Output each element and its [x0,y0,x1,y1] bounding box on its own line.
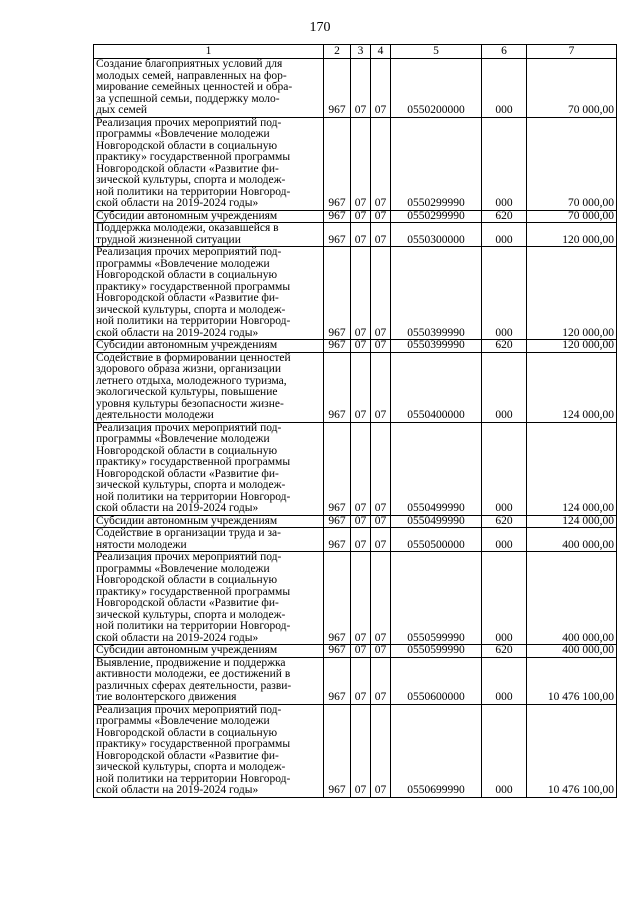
row-name-cell [94,422,324,515]
expense-type-cell: 000 [482,528,527,552]
expense-type-cell: 620 [482,210,527,223]
section-code-cell: 07 [351,657,371,704]
expense-type-cell: 000 [482,59,527,118]
row-name-line: программы «Вовлечение молодежи [96,257,270,270]
row-name-line: экологической культуры, повышение [96,386,278,398]
row-name-line: зической культуры, спорта и молодеж- [96,761,286,773]
row-name-line: трудной жизненной ситуации [96,233,241,246]
column-header: 7 [527,45,617,59]
column-header: 2 [324,45,351,59]
section-code-cell: 07 [351,210,371,223]
row-name-cell [94,352,324,422]
row-name-line: Создание благоприятных условий для [96,58,283,70]
row-name-line: практику» государственной программы [96,151,291,163]
row-name-line: ской области на 2019-2024 годы» [96,502,259,514]
row-name-line: программы «Вовлечение молодежи [96,562,270,575]
row-name-line: программы «Вовлечение молодежи [96,128,270,140]
row-name-line: Реализация прочих мероприятий под- [96,116,282,129]
target-article-cell: 0550599990 [391,645,482,658]
row-name-line: мирование семейных ценностей и обра- [96,81,293,93]
admin-code-cell: 967 [324,704,351,797]
expense-type-cell: 620 [482,645,527,658]
row-name-line: ской области на 2019-2024 годы» [96,631,259,644]
section-code-cell: 07 [351,247,371,340]
section-code-cell: 07 [351,223,371,247]
subsection-code-cell: 07 [371,223,391,247]
subsection-code-cell: 07 [371,704,391,797]
admin-code-cell: 967 [324,59,351,118]
column-header: 1 [94,45,324,59]
row-name-line: уровня культуры безопасности жизне- [96,397,284,410]
subsection-code-cell: 07 [371,247,391,340]
target-article-cell: 0550300000 [391,223,482,247]
admin-code-cell: 967 [324,223,351,247]
subsection-code-cell: 07 [371,117,391,210]
row-name-line: зической культуры, спорта и молодеж- [96,303,286,316]
subsection-code-cell: 07 [371,528,391,552]
subsection-code-cell: 07 [371,552,391,645]
row-name-line: Содействие в организации труда и за- [96,527,281,539]
section-code-cell: 07 [351,704,371,797]
section-code-cell: 07 [351,340,371,353]
row-name-line: программы «Вовлечение молодежи [96,433,270,445]
row-name-line: Новгородской области «Развитие фи- [96,467,279,480]
target-article-cell: 0550399990 [391,247,482,340]
row-name-line: Содействие в формировании ценностей [96,351,291,364]
table-row [94,223,617,247]
expense-type-cell: 000 [482,552,527,645]
admin-code-cell: 967 [324,552,351,645]
row-name-line: дых семей [96,104,148,116]
admin-code-cell: 967 [324,657,351,704]
admin-code-cell: 967 [324,352,351,422]
target-article-cell: 0550500000 [391,528,482,552]
target-article-cell: 0550600000 [391,657,482,704]
target-article-cell: 0550699990 [391,704,482,797]
column-header: 5 [391,45,482,59]
admin-code-cell: 967 [324,528,351,552]
table-row [94,552,617,645]
row-name-line: ной политики на территории Новгород- [96,185,291,198]
row-name-line: Субсидии автономным учреждениям [96,514,278,527]
admin-code-cell: 967 [324,515,351,528]
row-name-cell [94,552,324,645]
amount-cell: 10 476 100,00 [527,657,617,704]
section-code-cell: 07 [351,422,371,515]
row-name-cell [94,210,324,223]
section-code-cell: 07 [351,552,371,645]
row-name-line: молодых семей, направленных на фор- [96,69,287,82]
row-name-line: ской области на 2019-2024 годы» [96,197,259,209]
row-name-line: Новгородской области «Развитие фи- [96,162,279,175]
amount-cell: 120 000,00 [527,223,617,247]
budget-table [93,44,617,798]
row-name-line: деятельности молодежи [96,409,214,421]
section-code-cell: 07 [351,645,371,658]
table-row [94,704,617,797]
target-article-cell: 0550399990 [391,340,482,353]
column-header: 6 [482,45,527,59]
amount-cell: 70 000,00 [527,210,617,223]
expense-type-cell: 000 [482,117,527,210]
row-name-line: Новгородской области в социальную [96,139,278,152]
row-name-cell [94,645,324,658]
amount-cell: 124 000,00 [527,352,617,422]
row-name-line: Поддержка молодежи, оказавшейся в [96,222,279,234]
row-name-line: активности молодежи, ее достижений в [96,668,291,680]
row-name-cell [94,704,324,797]
table-row [94,247,617,340]
amount-cell: 120 000,00 [527,340,617,353]
row-name-line: Выявление, продвижение и поддержка [96,656,286,669]
amount-cell: 400 000,00 [527,528,617,552]
row-name-line: Новгородской области «Развитие фи- [96,292,279,304]
row-name-line: практику» государственной программы [96,738,291,750]
row-name-line: зической культуры, спорта и молодеж- [96,608,286,621]
row-name-line: Субсидии автономным учреждениям [96,339,278,351]
amount-cell: 400 000,00 [527,552,617,645]
expense-type-cell: 000 [482,704,527,797]
subsection-code-cell: 07 [371,340,391,353]
row-name-line: летнего отдыха, молодежного туризма, [96,374,287,387]
table-row [94,340,617,353]
admin-code-cell: 967 [324,117,351,210]
expense-type-cell: 000 [482,247,527,340]
table-row [94,528,617,552]
target-article-cell: 0550599990 [391,552,482,645]
table-row [94,515,617,528]
subsection-code-cell: 07 [371,645,391,658]
column-header: 4 [371,45,391,59]
target-article-cell: 0550299990 [391,117,482,210]
row-name-line: зической культуры, спорта и молодеж- [96,479,286,491]
amount-cell: 124 000,00 [527,515,617,528]
row-name-line: Новгородской области в социальную [96,269,278,281]
row-name-line: Реализация прочих мероприятий под- [96,246,282,258]
column-header: 3 [351,45,371,59]
row-name-cell [94,223,324,247]
row-name-cell [94,657,324,704]
target-article-cell: 0550400000 [391,352,482,422]
target-article-cell: 0550299990 [391,210,482,223]
subsection-code-cell: 07 [371,657,391,704]
expense-type-cell: 000 [482,223,527,247]
row-name-cell [94,59,324,118]
row-name-line: программы «Вовлечение молодежи [96,715,270,727]
row-name-cell [94,117,324,210]
row-name-line: Новгородской области в социальную [96,726,278,739]
expense-type-cell: 000 [482,657,527,704]
section-code-cell: 07 [351,352,371,422]
row-name-line: Реализация прочих мероприятий под- [96,703,282,716]
row-name-line: ной политики на территории Новгород- [96,772,291,785]
row-name-line: ной политики на территории Новгород- [96,490,291,503]
expense-type-cell: 000 [482,422,527,515]
target-article-cell: 0550499990 [391,422,482,515]
table-body [94,59,617,798]
table-header-row [94,45,617,59]
row-name-line: ной политики на территории Новгород- [96,315,291,327]
section-code-cell: 07 [351,528,371,552]
page-number: 170 [309,20,331,35]
section-code-cell: 07 [351,59,371,118]
amount-cell: 120 000,00 [527,247,617,340]
row-name-cell [94,528,324,552]
row-name-cell [94,340,324,353]
row-name-line: Новгородской области «Развитие фи- [96,749,279,762]
row-name-cell [94,515,324,528]
row-name-line: Новгородской области в социальную [96,444,278,457]
table-row [94,422,617,515]
row-name-line: Субсидии автономным учреждениям [96,644,278,656]
row-name-line: Новгородской области в социальную [96,574,278,586]
row-name-line: Субсидии автономным учреждениям [96,209,278,222]
subsection-code-cell: 07 [371,210,391,223]
table-row [94,117,617,210]
table-row [94,657,617,704]
amount-cell: 124 000,00 [527,422,617,515]
subsection-code-cell: 07 [371,352,391,422]
row-name-line: ской области на 2019-2024 годы» [96,326,259,339]
row-name-line: различных сферах деятельности, разви- [96,679,292,692]
subsection-code-cell: 07 [371,515,391,528]
row-name-line: ской области на 2019-2024 годы» [96,784,259,796]
admin-code-cell: 967 [324,247,351,340]
table-row [94,352,617,422]
target-article-cell: 0550499990 [391,515,482,528]
row-name-line: тие волонтерского движения [96,691,237,703]
admin-code-cell: 967 [324,422,351,515]
subsection-code-cell: 07 [371,422,391,515]
admin-code-cell: 967 [324,340,351,353]
amount-cell: 400 000,00 [527,645,617,658]
row-name-line: Реализация прочих мероприятий под- [96,551,282,563]
admin-code-cell: 967 [324,210,351,223]
row-name-line: практику» государственной программы [96,280,291,293]
row-name-line: здорового образа жизни, организации [96,363,282,375]
amount-cell: 70 000,00 [527,59,617,118]
row-name-line: Реализация прочих мероприятий под- [96,421,282,434]
subsection-code-cell: 07 [371,59,391,118]
row-name-line: за успешной семьи, поддержку моло- [96,92,280,105]
row-name-line: Новгородской области «Развитие фи- [96,597,279,609]
admin-code-cell: 967 [324,645,351,658]
section-code-cell: 07 [351,515,371,528]
row-name-line: практику» государственной программы [96,456,291,468]
expense-type-cell: 620 [482,340,527,353]
table-row [94,645,617,658]
table-row [94,59,617,118]
target-article-cell: 0550200000 [391,59,482,118]
section-code-cell: 07 [351,117,371,210]
expense-type-cell: 620 [482,515,527,528]
row-name-line: практику» государственной программы [96,585,291,598]
row-name-cell [94,247,324,340]
row-name-line: зической культуры, спорта и молодеж- [96,174,286,186]
row-name-line: нятости молодежи [96,538,187,551]
amount-cell: 10 476 100,00 [527,704,617,797]
amount-cell: 70 000,00 [527,117,617,210]
row-name-line: ной политики на территории Новгород- [96,620,291,632]
expense-type-cell: 000 [482,352,527,422]
table-row [94,210,617,223]
